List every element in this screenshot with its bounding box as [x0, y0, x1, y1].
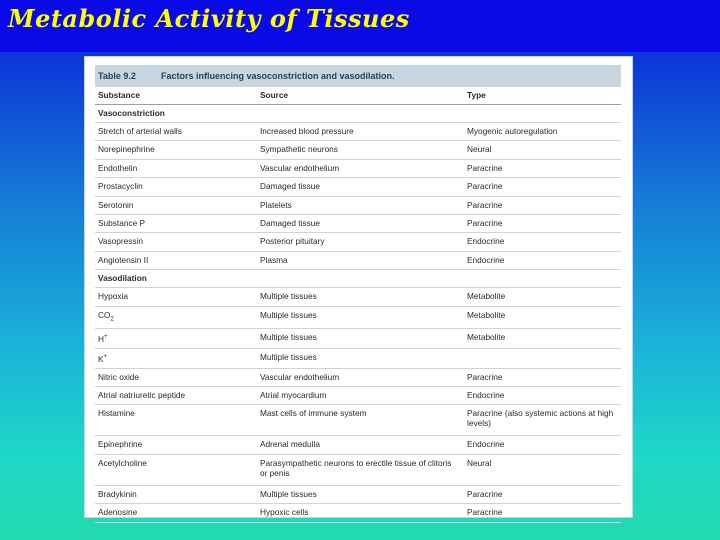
table-row	[95, 233, 621, 251]
substance-text: Acetylcholine	[98, 457, 147, 468]
cell-source: Hypoxic cells	[257, 504, 464, 522]
subscript: 2	[110, 316, 114, 323]
table-row	[95, 141, 621, 159]
cell-type: Paracrine	[464, 485, 621, 503]
cell-substance	[95, 485, 257, 503]
substance-text: Prostacyclin	[98, 181, 143, 192]
cell-source: Multiple tissues	[257, 485, 464, 503]
cell-source: Vascular endothelium	[257, 368, 464, 386]
substance-text: Endothelin	[98, 162, 138, 173]
table-row	[95, 123, 621, 141]
cell-substance	[95, 387, 257, 405]
table-row	[95, 368, 621, 386]
cell-substance	[95, 123, 257, 141]
cell-type: Neural	[464, 454, 621, 485]
substance-text: H	[98, 333, 104, 344]
section-label: Vasodilation	[95, 270, 621, 288]
substance-text: Epinephrine	[98, 439, 143, 450]
table-row	[95, 329, 621, 349]
substance-text: Nitric oxide	[98, 371, 140, 382]
header-source: Source	[257, 87, 464, 105]
header-type: Type	[464, 87, 621, 105]
cell-type: Neural	[464, 141, 621, 159]
substance-text: Atrial natriuretic peptide	[98, 390, 186, 401]
section-vasodilation	[95, 270, 621, 288]
table-panel	[84, 56, 633, 518]
cell-type: Myogenic autoregulation	[464, 123, 621, 141]
cell-source: Multiple tissues	[257, 306, 464, 329]
table-row	[95, 387, 621, 405]
table-row	[95, 196, 621, 214]
table-row	[95, 348, 621, 368]
data-table	[95, 87, 621, 523]
cell-type: Paracrine	[464, 159, 621, 177]
table-row	[95, 306, 621, 329]
cell-source: Damaged tissue	[257, 214, 464, 232]
substance-text: Serotonin	[98, 199, 134, 210]
cell-substance	[95, 454, 257, 485]
table-row	[95, 159, 621, 177]
section-vasoconstriction	[95, 105, 621, 123]
cell-substance	[95, 196, 257, 214]
cell-source: Multiple tissues	[257, 348, 464, 368]
section-label: Vasoconstriction	[95, 105, 621, 123]
cell-type: Paracrine (also systemic actions at high levels)	[464, 405, 621, 436]
substance-text: Adenosine	[98, 507, 138, 518]
cell-substance	[95, 405, 257, 436]
cell-type: Metabolite	[464, 288, 621, 306]
cell-source: Adrenal medulla	[257, 436, 464, 454]
cell-type: Endocrine	[464, 233, 621, 251]
cell-type: Paracrine	[464, 504, 621, 522]
table-caption	[95, 65, 621, 87]
cell-source: Multiple tissues	[257, 288, 464, 306]
title-bar	[0, 0, 720, 52]
cell-source: Increased blood pressure	[257, 123, 464, 141]
cell-substance	[95, 141, 257, 159]
header-substance: Substance	[95, 87, 257, 105]
table-row	[95, 178, 621, 196]
cell-substance	[95, 288, 257, 306]
substance-text: Substance P	[98, 217, 146, 228]
substance-text: Bradykinin	[98, 488, 137, 499]
cell-type: Paracrine	[464, 368, 621, 386]
table-number: Table 9.2	[98, 71, 136, 81]
table-row	[95, 504, 621, 522]
table-row	[95, 454, 621, 485]
cell-substance	[95, 306, 257, 329]
table-row	[95, 436, 621, 454]
table-row	[95, 214, 621, 232]
cell-type	[464, 348, 621, 368]
substance-text: K	[98, 353, 104, 364]
substance-text: Vasopressin	[98, 236, 144, 247]
cell-type: Metabolite	[464, 306, 621, 329]
cell-type: Endocrine	[464, 387, 621, 405]
cell-type: Paracrine	[464, 196, 621, 214]
cell-type: Paracrine	[464, 178, 621, 196]
table-title: Factors influencing vasoconstriction and vasodilation.	[161, 71, 395, 81]
cell-source: Posterior pituitary	[257, 233, 464, 251]
cell-type: Metabolite	[464, 329, 621, 349]
table-row	[95, 288, 621, 306]
cell-substance	[95, 251, 257, 269]
cell-substance	[95, 348, 257, 368]
substance-text: Norepinephrine	[98, 144, 155, 155]
superscript: +	[103, 353, 108, 360]
table-row	[95, 251, 621, 269]
superscript: +	[104, 334, 108, 341]
cell-substance	[95, 233, 257, 251]
substance-text: Angiotensin II	[98, 254, 149, 265]
cell-source: Sympathetic neurons	[257, 141, 464, 159]
cell-substance	[95, 368, 257, 386]
cell-source: Mast cells of immune system	[257, 405, 464, 436]
cell-substance	[95, 214, 257, 232]
table-row	[95, 485, 621, 503]
cell-source: Atrial myocardium	[257, 387, 464, 405]
cell-type: Paracrine	[464, 214, 621, 232]
substance-text: Hypoxia	[98, 291, 128, 302]
cell-type: Endocrine	[464, 436, 621, 454]
substance-text: Stretch of arterial walls	[98, 126, 182, 136]
slide-title: Metabolic Activity of Tissues	[8, 4, 410, 33]
cell-source: Plasma	[257, 251, 464, 269]
cell-source: Platelets	[257, 196, 464, 214]
cell-type: Endocrine	[464, 251, 621, 269]
cell-source: Parasympathetic neurons to erectile tissue of clitoris or penis	[257, 454, 464, 485]
cell-source: Damaged tissue	[257, 178, 464, 196]
cell-substance	[95, 159, 257, 177]
cell-source: Vascular endothelium	[257, 159, 464, 177]
cell-substance	[95, 329, 257, 349]
substance-text: Histamine	[98, 408, 135, 419]
table-body	[95, 105, 621, 523]
cell-substance	[95, 436, 257, 454]
cell-substance	[95, 504, 257, 522]
table-row	[95, 405, 621, 436]
cell-substance	[95, 178, 257, 196]
substance-text: CO	[98, 309, 111, 320]
cell-source: Multiple tissues	[257, 329, 464, 349]
